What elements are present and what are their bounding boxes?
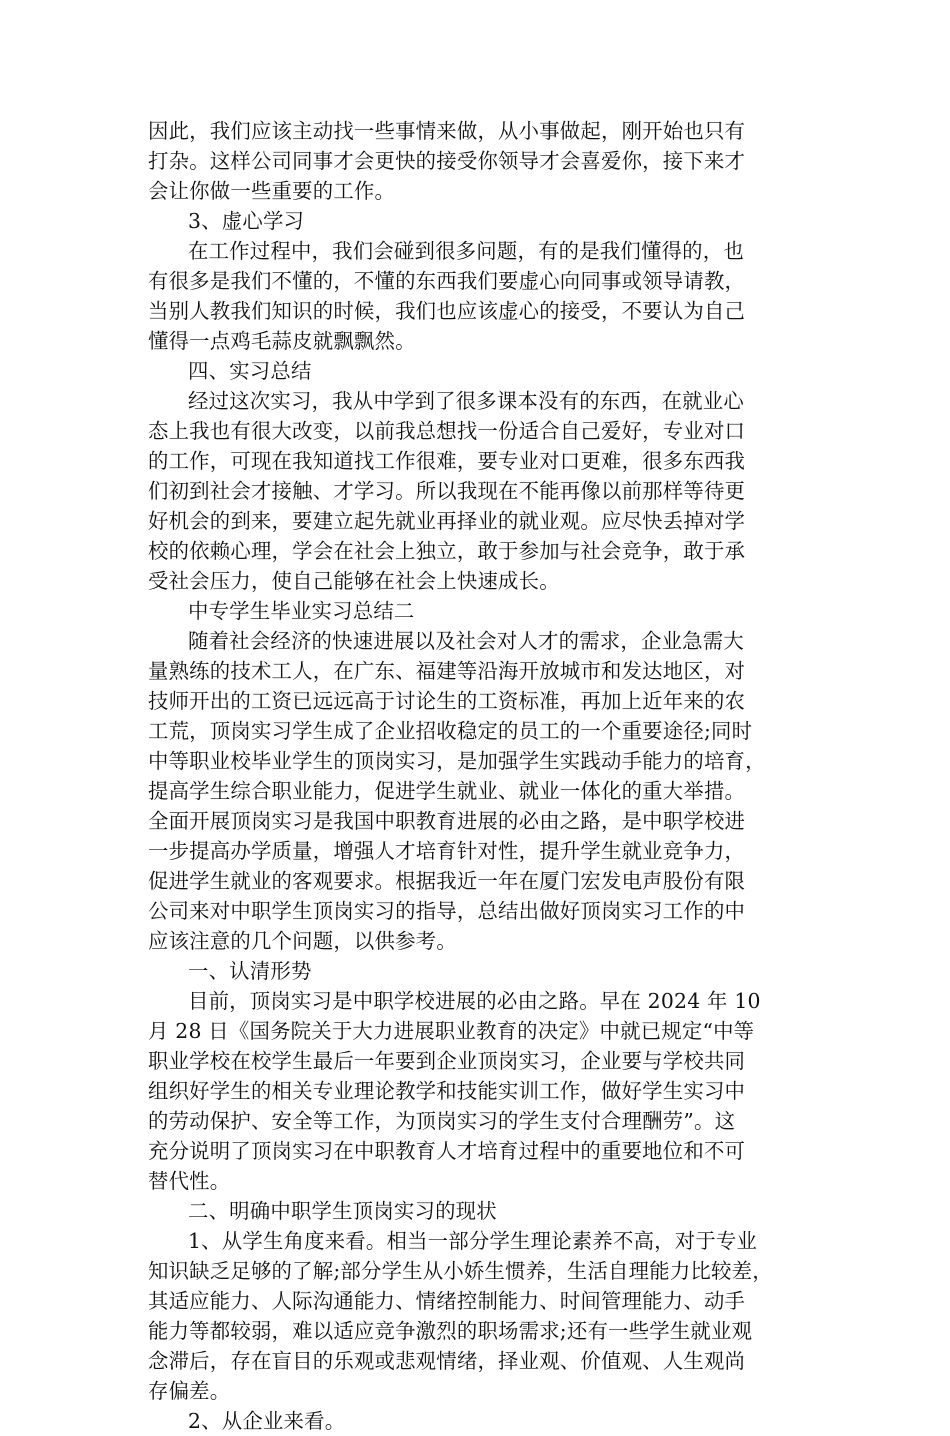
paragraph-first-line: 随着社会经济的快速进展以及社会对人才的需求，企业急需大	[188, 629, 744, 653]
paragraph-line: 的工作，可现在我知道找工作很难，要专业对口更难，很多东西我	[148, 449, 746, 473]
paragraph-line: 有很多是我们不懂的，不懂的东西我们要虚心向同事或领导请教，	[148, 269, 746, 293]
paragraph-line: 校的依赖心理，学会在社会上独立，敢于参加与社会竞争，敢于承	[148, 539, 746, 563]
paragraph-line: 公司来对中职学生顶岗实习的指导，总结出做好顶岗实习工作的中	[148, 899, 746, 923]
paragraph-line: 态上我也有很大改变，以前我总想找一份适合自己爱好，专业对口	[148, 419, 746, 443]
paragraph-line: 念滞后，存在盲目的乐观或悲观情绪，择业观、价值观、人生观尚	[148, 1349, 746, 1373]
section-heading: 3、虚心学习	[188, 209, 305, 233]
paragraph-first-line: 在工作过程中，我们会碰到很多问题，有的是我们懂得的，也	[188, 239, 744, 263]
paragraph-line: 量熟练的技术工人，在广东、福建等沿海开放城市和发达地区，对	[148, 659, 746, 683]
section-heading: 四、实习总结	[188, 359, 312, 383]
paragraph-line: 的劳动保护、安全等工作，为顶岗实习的学生支付合理酬劳”。这	[148, 1109, 736, 1133]
section-heading: 二、明确中职学生顶岗实习的现状	[188, 1199, 497, 1223]
paragraph-line: 工荒，顶岗实习学生成了企业招收稳定的员工的一个重要途径;同时	[148, 719, 753, 743]
paragraph-line: 受社会压力，使自己能够在社会上快速成长。	[148, 569, 560, 593]
paragraph-line: 中等职业校毕业学生的顶岗实习，是加强学生实践动手能力的培育，	[148, 749, 766, 773]
section-heading: 中专学生毕业实习总结二	[188, 599, 415, 623]
paragraph-line: 应该注意的几个问题，以供参考。	[148, 929, 457, 953]
paragraph-line: 懂得一点鸡毛蒜皮就飘飘然。	[148, 329, 416, 353]
paragraph-line: 会让你做一些重要的工作。	[148, 179, 396, 203]
paragraph-line: 们初到社会才接触、才学习。所以我现在不能再像以前那样等待更	[148, 479, 746, 503]
paragraph-line: 因此，我们应该主动找一些事情来做，从小事做起，刚开始也只有	[148, 119, 746, 143]
document-body	[148, 116, 818, 1436]
paragraph-line: 月 28 日《国务院关于大力进展职业教育的决定》中就已规定“中等	[148, 1019, 755, 1043]
paragraph-line: 组织好学生的相关专业理论教学和技能实训工作，做好学生实习中	[148, 1079, 746, 1103]
paragraph-first-line: 目前，顶岗实习是中职学校进展的必由之路。早在 2024 年 10	[188, 989, 761, 1013]
paragraph-first-line: 经过这次实习，我从中学到了很多课本没有的东西，在就业心	[188, 389, 744, 413]
paragraph-line: 充分说明了顶岗实习在中职教育人才培育过程中的重要地位和不可	[148, 1139, 746, 1163]
paragraph-line: 替代性。	[148, 1169, 231, 1193]
paragraph-line: 能力等都较弱，难以适应竞争激烈的职场需求;还有一些学生就业观	[148, 1319, 753, 1343]
paragraph-line: 促进学生就业的客观要求。根据我近一年在厦门宏发电声股份有限	[148, 869, 746, 893]
section-heading: 一、认清形势	[188, 959, 312, 983]
paragraph-line: 技师开出的工资已远远高于讨论生的工资标准，再加上近年来的农	[148, 689, 746, 713]
paragraph-line: 一步提高办学质量，增强人才培育针对性，提升学生就业竞争力，	[148, 839, 746, 863]
paragraph-line: 知识缺乏足够的了解;部分学生从小娇生惯养，生活自理能力比较差，	[148, 1259, 773, 1283]
section-heading: 2、从企业来看。	[188, 1409, 346, 1433]
paragraph-line: 当别人教我们知识的时候，我们也应该虚心的接受，不要认为自己	[148, 299, 746, 323]
paragraph-first-line: 1、从学生角度来看。相当一部分学生理论素养不高，对于专业	[188, 1229, 758, 1253]
paragraph-line: 打杂。这样公司同事才会更快的接受你领导才会喜爱你，接下来才	[148, 149, 746, 173]
paragraph-line: 提高学生综合职业能力，促进学生就业、就业一体化的重大举措。	[148, 779, 746, 803]
paragraph-line: 其适应能力、人际沟通能力、情绪控制能力、时间管理能力、动手	[148, 1289, 746, 1313]
paragraph-line: 职业学校在校学生最后一年要到企业顶岗实习，企业要与学校共同	[148, 1049, 746, 1073]
paragraph-line: 好机会的到来，要建立起先就业再择业的就业观。应尽快丢掉对学	[148, 509, 746, 533]
paragraph-line: 存偏差。	[148, 1379, 231, 1403]
paragraph-line: 全面开展顶岗实习是我国中职教育进展的必由之路，是中职学校进	[148, 809, 746, 833]
